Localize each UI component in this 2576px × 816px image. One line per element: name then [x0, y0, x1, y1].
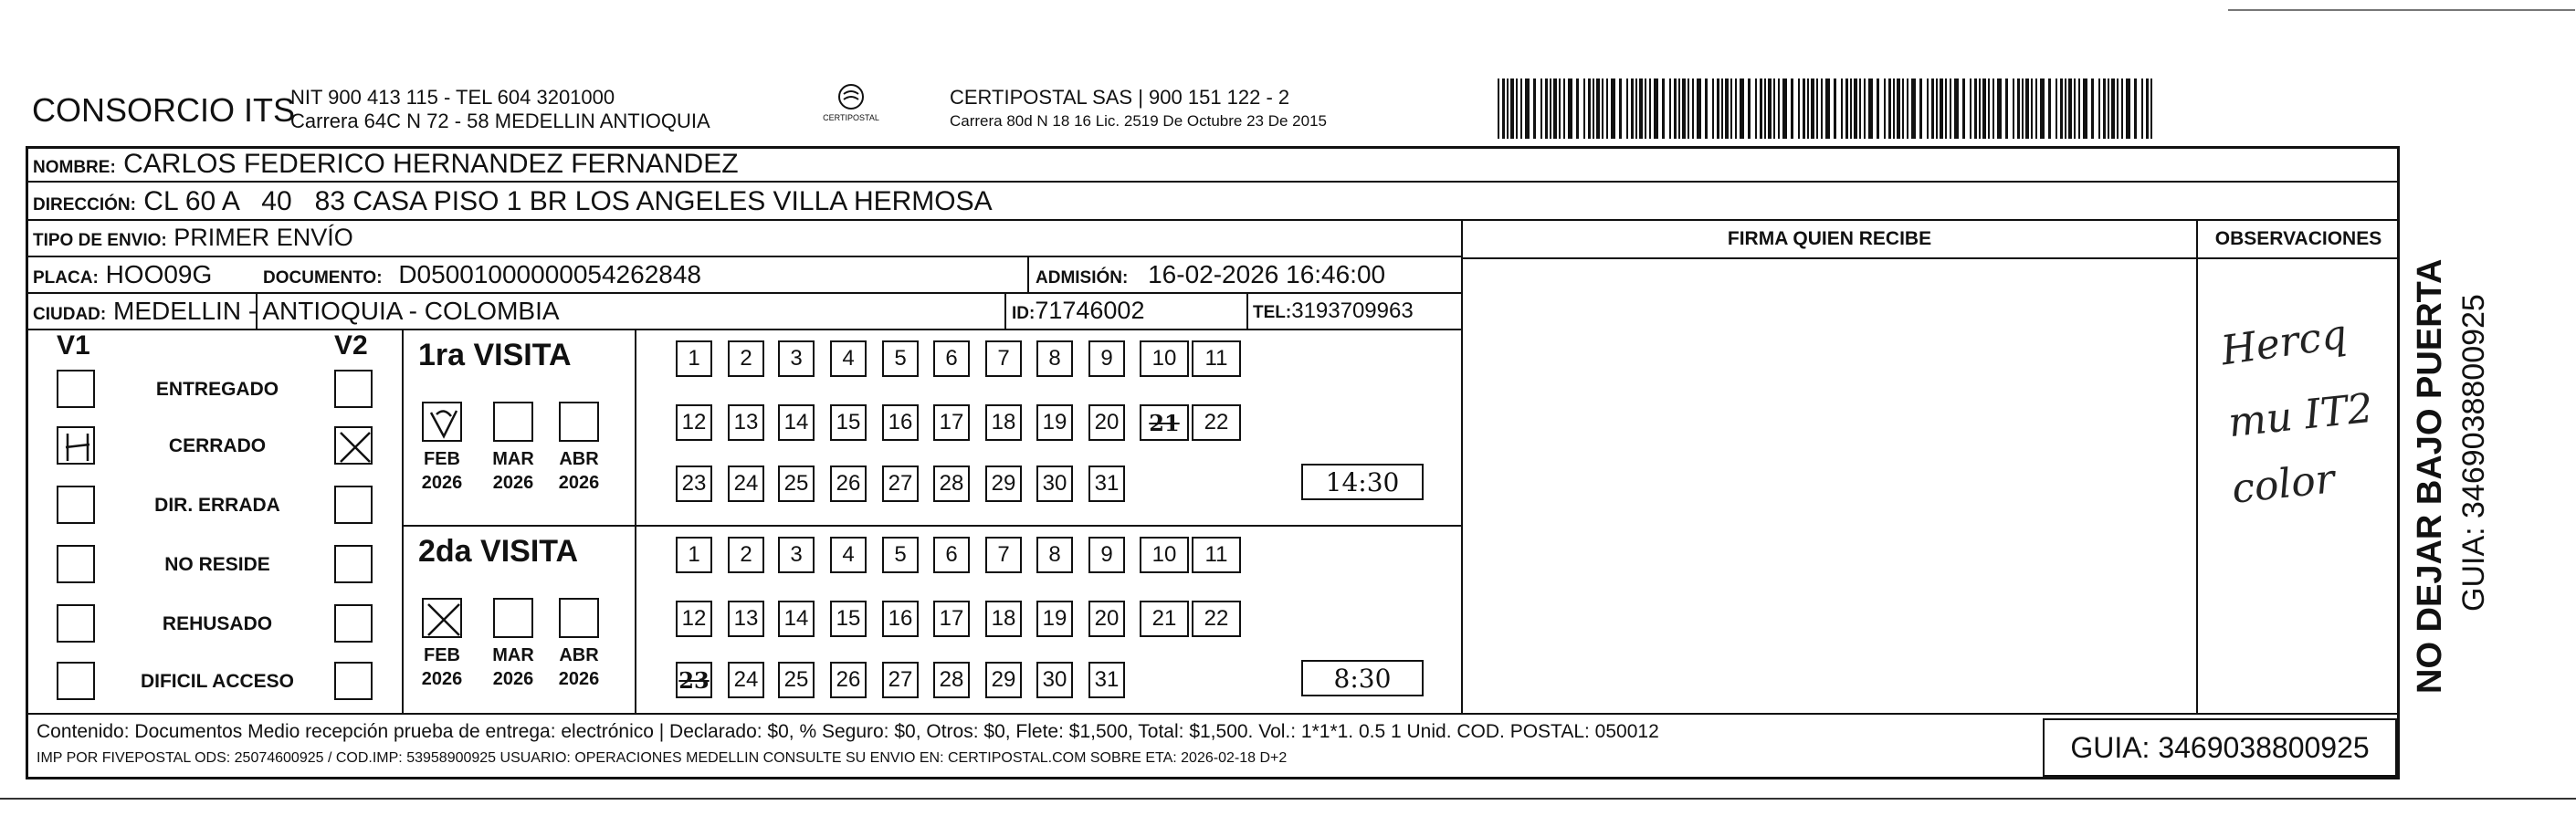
barcode-bar [1654, 78, 1658, 139]
barcode-bar [1791, 78, 1793, 139]
day-box[interactable]: 5 [882, 340, 919, 377]
day-box[interactable]: 4 [830, 537, 867, 573]
barcode-bar [1936, 78, 1938, 139]
row-divider [26, 219, 2400, 221]
tipo-label: TIPO DE ENVIO: [33, 231, 167, 250]
cell-divider [1246, 292, 1248, 329]
barcode-bar [2108, 78, 2109, 139]
month-year: 2026 [558, 473, 600, 493]
barcode-bar [1725, 78, 1729, 139]
day-box[interactable]: 22 [1192, 404, 1241, 441]
barcode-bar [1502, 78, 1505, 139]
barcode-bar [1859, 78, 1861, 139]
barcode-bar [1639, 78, 1643, 139]
tel-value: 3193709963 [1291, 298, 1414, 323]
barcode-bar [1662, 78, 1665, 139]
barcode-bar [1712, 78, 1714, 139]
id-label: ID: [1012, 304, 1036, 323]
barcode-bar [1545, 78, 1548, 139]
day-box[interactable]: 2 [728, 537, 764, 573]
ciudad-label: CIUDAD: [33, 305, 107, 324]
barcode-bar [2022, 78, 2024, 139]
day-box[interactable]: 20 [1088, 404, 1125, 441]
barcode-bar [1997, 78, 2002, 139]
barcode-bar [1516, 78, 1518, 139]
guia-box: GUIA: 3469038800925 [2043, 718, 2397, 777]
column-divider [635, 329, 636, 713]
barcode-bar [1954, 78, 1959, 139]
day-box[interactable]: 8 [1036, 340, 1073, 377]
month-label [550, 447, 608, 495]
v2-checkbox[interactable] [334, 426, 373, 465]
row-divider [1461, 257, 2400, 259]
observaciones-header: OBSERVACIONES [2214, 228, 2382, 249]
barcode-bar [1635, 78, 1637, 139]
day-box[interactable]: 1 [676, 537, 712, 573]
barcode-bar [1931, 78, 1934, 139]
barcode-bar [2141, 78, 2143, 139]
barcode-bar [2065, 78, 2066, 139]
day-box[interactable]: 26 [830, 662, 867, 698]
barcode-bar [1507, 78, 1509, 139]
barcode-bar [1631, 78, 1634, 139]
day-box[interactable]: 8 [1036, 537, 1073, 573]
barcode-bar [2091, 78, 2094, 139]
barcode-bar [2025, 78, 2029, 139]
barcode-bar [1721, 78, 1723, 139]
v1-checkbox[interactable] [57, 545, 95, 583]
barcode-bar [1907, 78, 1908, 139]
barcode-bar [1760, 78, 1762, 139]
v1-checkbox[interactable] [57, 426, 95, 465]
barcode-bar [1563, 78, 1565, 139]
barcode-bar [1888, 78, 1891, 139]
barcode-bar [1735, 78, 1737, 139]
status-label: CERRADO [168, 435, 267, 456]
month-label [413, 447, 471, 495]
barcode-bar [1576, 78, 1579, 139]
visit-title: 2da VISITA [418, 534, 579, 569]
v1-checkbox[interactable] [57, 370, 95, 408]
company-name: CONSORCIO ITS [32, 91, 296, 129]
day-box[interactable]: 24 [728, 662, 764, 698]
certipostal-license-line: Carrera 80d N 18 16 Lic. 2519 De Octubre 23 De 2015 [950, 112, 1327, 130]
v1-checkbox[interactable] [57, 604, 95, 643]
barcode-bar [1798, 78, 1800, 139]
barcode-bar [1979, 78, 1981, 139]
status-label: DIFICIL ACCESO [140, 671, 294, 692]
barcode-bar [1705, 78, 1708, 139]
month-name: ABR [559, 645, 599, 665]
barcode-bar [2111, 78, 2115, 139]
barcode-bar [1884, 78, 1886, 139]
barcode-bar [1962, 78, 1965, 139]
day-box[interactable]: 6 [933, 340, 970, 377]
barcode-bar [1525, 78, 1530, 139]
month-label [413, 643, 471, 691]
barcode-bar [1550, 78, 1551, 139]
barcode-bar [1893, 78, 1895, 139]
status-label: REHUSADO [162, 613, 273, 634]
company-address-line: Carrera 64C N 72 - 58 MEDELLIN ANTIOQUIA [290, 110, 710, 132]
barcode-bar [2068, 78, 2072, 139]
barcode-bar [1764, 78, 1766, 139]
day-box[interactable]: 1 [676, 340, 712, 377]
admision-label: ADMISIÓN: [1036, 268, 1129, 288]
month-year: 2026 [558, 669, 600, 689]
day-box[interactable]: 16 [882, 404, 919, 441]
day-box[interactable]: 10 [1140, 340, 1189, 377]
day-box[interactable]: 12 [676, 601, 712, 637]
day-box[interactable]: 14 [778, 601, 815, 637]
barcode-bar [1602, 78, 1603, 139]
month-label [484, 643, 542, 691]
firma-header: FIRMA QUIEN RECIBE [1727, 228, 1932, 249]
day-box[interactable]: 15 [830, 404, 867, 441]
barcode-bar [1740, 78, 1744, 139]
barcode [1498, 78, 2155, 139]
barcode-bar [1588, 78, 1591, 139]
day-box[interactable]: 23 [676, 662, 712, 698]
barcode-bar [1697, 78, 1701, 139]
admision-value: 16-02-2026 16:46:00 [1148, 260, 1386, 288]
barcode-bar [1606, 78, 1608, 139]
day-box[interactable]: 30 [1036, 466, 1073, 502]
day-box[interactable]: 14 [778, 404, 815, 441]
day-box[interactable]: 9 [1088, 537, 1125, 573]
day-box[interactable]: 10 [1140, 537, 1189, 573]
month-name: FEB [424, 449, 460, 469]
barcode-bar [1864, 78, 1866, 139]
row-divider [26, 256, 1461, 257]
tipo-row [33, 224, 353, 252]
barcode-bar [1911, 78, 1916, 139]
cell-divider [1027, 256, 1029, 292]
cell-divider [1004, 292, 1006, 329]
barcode-bar [2017, 78, 2020, 139]
day-box[interactable]: 21 [1140, 601, 1189, 637]
column-divider [1461, 219, 1463, 713]
id-cell [1012, 297, 1144, 325]
barcode-bar [1841, 78, 1843, 139]
day-box[interactable]: 11 [1192, 537, 1241, 573]
month-year: 2026 [421, 669, 463, 689]
time-box[interactable]: 8:30 [1301, 660, 1424, 696]
column-divider [2196, 219, 2198, 713]
day-box[interactable]: 19 [1036, 404, 1073, 441]
barcode-bar [2056, 78, 2057, 139]
day-box[interactable]: 6 [933, 537, 970, 573]
barcode-bar [1773, 78, 1775, 139]
direccion-value: CL 60 A 40 83 CASA PISO 1 BR LOS ANGELES VILLA HERMOSA [143, 186, 993, 216]
barcode-bar [1568, 78, 1572, 139]
day-box[interactable]: 26 [830, 466, 867, 502]
day-box[interactable]: 11 [1192, 340, 1241, 377]
day-box[interactable]: 31 [1088, 466, 1125, 502]
nombre-row [33, 149, 739, 180]
page-edge-line [0, 798, 2576, 800]
barcode-bar [1692, 78, 1694, 139]
day-box[interactable]: 17 [933, 404, 970, 441]
day-box[interactable]: 18 [985, 601, 1022, 637]
barcode-bar [1850, 78, 1852, 139]
barcode-bar [1593, 78, 1594, 139]
day-box[interactable]: 17 [933, 601, 970, 637]
tel-cell [1253, 298, 1414, 324]
v1-checkbox[interactable] [57, 662, 95, 700]
barcode-bar [1678, 78, 1680, 139]
month-checkbox[interactable] [422, 402, 462, 442]
day-box[interactable]: 5 [882, 537, 919, 573]
day-box[interactable]: 28 [933, 466, 970, 502]
month-checkbox[interactable] [559, 598, 599, 638]
certipostal-block [950, 86, 1327, 133]
v2-checkbox[interactable] [334, 604, 373, 643]
v1-checkbox[interactable] [57, 486, 95, 524]
barcode-bar [1845, 78, 1848, 139]
day-box[interactable]: 29 [985, 466, 1022, 502]
barcode-bar [2005, 78, 2008, 139]
visit-title: 1ra VISITA [418, 338, 572, 372]
day-box[interactable]: 9 [1088, 340, 1125, 377]
placa-cell [33, 260, 212, 289]
barcode-bar [1782, 78, 1787, 139]
barcode-bar [1950, 78, 1951, 139]
v2-checkbox[interactable] [334, 662, 373, 700]
v2-checkbox[interactable] [334, 486, 373, 524]
row-divider [26, 329, 1461, 330]
barcode-bar [2121, 78, 2123, 139]
day-box[interactable]: 27 [882, 662, 919, 698]
barcode-bar [1927, 78, 1929, 139]
barcode-bar [1649, 78, 1651, 139]
barcode-bar [1583, 78, 1585, 139]
barcode-bar [1559, 78, 1561, 139]
observation-line: mu IT2 [2225, 384, 2376, 447]
company-nit-block [290, 86, 710, 133]
certipostal-line: CERTIPOSTAL SAS | 900 151 122 - 2 [950, 86, 1290, 109]
day-box[interactable]: 12 [676, 404, 712, 441]
barcode-bar [1811, 78, 1814, 139]
day-box[interactable]: 2 [728, 340, 764, 377]
barcode-bar [1982, 78, 1986, 139]
month-label [484, 447, 542, 495]
ciudad-value: MEDELLIN - ANTIOQUIA - COLOMBIA [113, 297, 560, 325]
barcode-bar [2146, 78, 2149, 139]
print-info-line: IMP POR FIVEPOSTAL ODS: 25074600925 / COD.IMP: 53958900925 USUARIO: OPERACIONES MEDELLIN CONSULTE SU ENVIO EN: CERTIPOSTAL.COM SOBRE ETA: 2026-02-18 D+2 [37, 750, 1288, 766]
day-box[interactable]: 18 [985, 404, 1022, 441]
v2-checkbox[interactable] [334, 370, 373, 408]
barcode-bar [1682, 78, 1686, 139]
barcode-bar [2098, 78, 2100, 139]
row-divider [26, 181, 2400, 183]
day-box[interactable]: 23 [676, 466, 712, 502]
nombre-value: CARLOS FEDERICO HERNANDEZ FERNANDEZ [123, 149, 739, 179]
barcode-bar [2103, 78, 2106, 139]
barcode-bar [1717, 78, 1719, 139]
barcode-bar [1596, 78, 1600, 139]
day-box[interactable]: 15 [830, 601, 867, 637]
month-checkbox[interactable] [422, 598, 462, 638]
nombre-label: NOMBRE: [33, 158, 116, 177]
barcode-bar [2150, 78, 2152, 139]
barcode-bar [1877, 78, 1879, 139]
day-box[interactable]: 7 [985, 537, 1022, 573]
edge-mark [2228, 9, 2575, 29]
day-box[interactable]: 19 [1036, 601, 1073, 637]
day-box[interactable]: 29 [985, 662, 1022, 698]
barcode-bar [2040, 78, 2045, 139]
month-name: ABR [559, 449, 599, 469]
barcode-bar [1816, 78, 1818, 139]
barcode-bar [1919, 78, 1922, 139]
contents-line: Contenido: Documentos Medio recepción prueba de entrega: electrónico | Declarado: $0, % Seguro: $0, Otros: $0, Flete: $1,500, Total: $1,500. Vol.: 1*1*1. 0.5 1 Unid. COD. POSTAL: 050012 [37, 721, 1659, 742]
day-box[interactable]: 25 [778, 466, 815, 502]
barcode-bar [1974, 78, 1977, 139]
observation-line: Hercq [2218, 310, 2350, 375]
barcode-bar [1688, 78, 1689, 139]
day-box[interactable]: 22 [1192, 601, 1241, 637]
month-year: 2026 [421, 473, 463, 493]
tipo-value: PRIMER ENVÍO [173, 224, 353, 251]
logo-text: CERTIPOSTAL [823, 113, 879, 122]
month-checkbox[interactable] [493, 598, 533, 638]
day-box[interactable]: 13 [728, 601, 764, 637]
v1-header: V1 [57, 330, 90, 361]
barcode-bar [1988, 78, 1990, 139]
barcode-bar [1778, 78, 1780, 139]
barcode-bar [1645, 78, 1646, 139]
barcode-bar [1540, 78, 1542, 139]
barcode-bar [1945, 78, 1947, 139]
day-box[interactable]: 27 [882, 466, 919, 502]
barcode-bar [1821, 78, 1823, 139]
day-box[interactable]: 31 [1088, 662, 1125, 698]
barcode-bar [2083, 78, 2087, 139]
barcode-bar [1619, 78, 1622, 139]
month-year: 2026 [492, 473, 534, 493]
barcode-bar [1807, 78, 1809, 139]
admision-cell [1036, 260, 1385, 289]
barcode-bar [1825, 78, 1830, 139]
placa-value: HOO09G [105, 260, 213, 288]
barcode-bar [1768, 78, 1772, 139]
time-box[interactable]: 14:30 [1301, 464, 1424, 500]
barcode-bar [1992, 78, 1994, 139]
barcode-bar [1970, 78, 1971, 139]
barcode-bar [1868, 78, 1873, 139]
month-checkbox[interactable] [493, 402, 533, 442]
barcode-bar [1902, 78, 1904, 139]
column-divider [402, 329, 404, 713]
barcode-bar [1611, 78, 1615, 139]
barcode-bar [1533, 78, 1536, 139]
side-guia: GUIA: 3469038800925 [2456, 294, 2491, 612]
barcode-bar [2117, 78, 2119, 139]
barcode-bar [2013, 78, 2014, 139]
barcode-bar [2074, 78, 2076, 139]
month-name: FEB [424, 645, 460, 665]
observation-line: color [2229, 455, 2338, 513]
day-box[interactable]: 24 [728, 466, 764, 502]
visit-divider [402, 525, 1461, 527]
footer-divider [26, 713, 2400, 715]
barcode-bar [2134, 78, 2137, 139]
v2-header: V2 [334, 330, 368, 361]
month-name: MAR [492, 449, 534, 469]
day-box[interactable]: 4 [830, 340, 867, 377]
barcode-bar [1748, 78, 1751, 139]
status-label: DIR. ERRADA [154, 495, 280, 516]
barcode-bar [1755, 78, 1757, 139]
documento-label: DOCUMENTO: [263, 268, 383, 288]
company-nit-line: NIT 900 413 115 - TEL 604 3201000 [290, 86, 615, 109]
day-box[interactable]: 30 [1036, 662, 1073, 698]
no-dejar-notice: NO DEJAR BAJO PUERTA [2411, 258, 2449, 694]
barcode-bar [2048, 78, 2051, 139]
day-box[interactable]: 28 [933, 662, 970, 698]
direccion-row [33, 186, 993, 217]
certipostal-logo [824, 80, 878, 126]
day-box[interactable]: 3 [778, 537, 815, 573]
day-box[interactable]: 20 [1088, 601, 1125, 637]
barcode-bar [2031, 78, 2033, 139]
barcode-bar [1897, 78, 1900, 139]
day-box[interactable]: 13 [728, 404, 764, 441]
status-label: NO RESIDE [164, 554, 270, 575]
barcode-bar [2126, 78, 2130, 139]
month-year: 2026 [492, 669, 534, 689]
barcode-bar [1510, 78, 1514, 139]
barcode-bar [2060, 78, 2063, 139]
barcode-bar [1669, 78, 1671, 139]
barcode-bar [1803, 78, 1805, 139]
day-box[interactable]: 3 [778, 340, 815, 377]
tel-label: TEL: [1253, 303, 1292, 322]
barcode-bar [1626, 78, 1628, 139]
day-box[interactable]: 21 [1140, 404, 1189, 441]
month-label [550, 643, 608, 691]
v2-checkbox[interactable] [334, 545, 373, 583]
barcode-bar [1730, 78, 1732, 139]
documento-cell [263, 260, 701, 289]
documento-value: D05001000000054262848 [398, 260, 701, 288]
barcode-bar [1520, 78, 1522, 139]
direccion-label: DIRECCIÓN: [33, 195, 136, 214]
id-value: 71746002 [1035, 297, 1145, 324]
ciudad-cell [33, 297, 560, 326]
day-box[interactable]: 7 [985, 340, 1022, 377]
placa-label: PLACA: [33, 268, 99, 288]
barcode-bar [1854, 78, 1857, 139]
month-checkbox[interactable] [559, 402, 599, 442]
barcode-bar [2078, 78, 2080, 139]
barcode-bar [1498, 78, 1499, 139]
barcode-bar [1674, 78, 1677, 139]
day-box[interactable]: 16 [882, 601, 919, 637]
day-box[interactable]: 25 [778, 662, 815, 698]
month-name: MAR [492, 645, 534, 665]
barcode-bar [1940, 78, 1943, 139]
barcode-bar [1553, 78, 1557, 139]
status-label: ENTREGADO [155, 379, 279, 400]
barcode-bar [2035, 78, 2037, 139]
barcode-bar [1834, 78, 1836, 139]
